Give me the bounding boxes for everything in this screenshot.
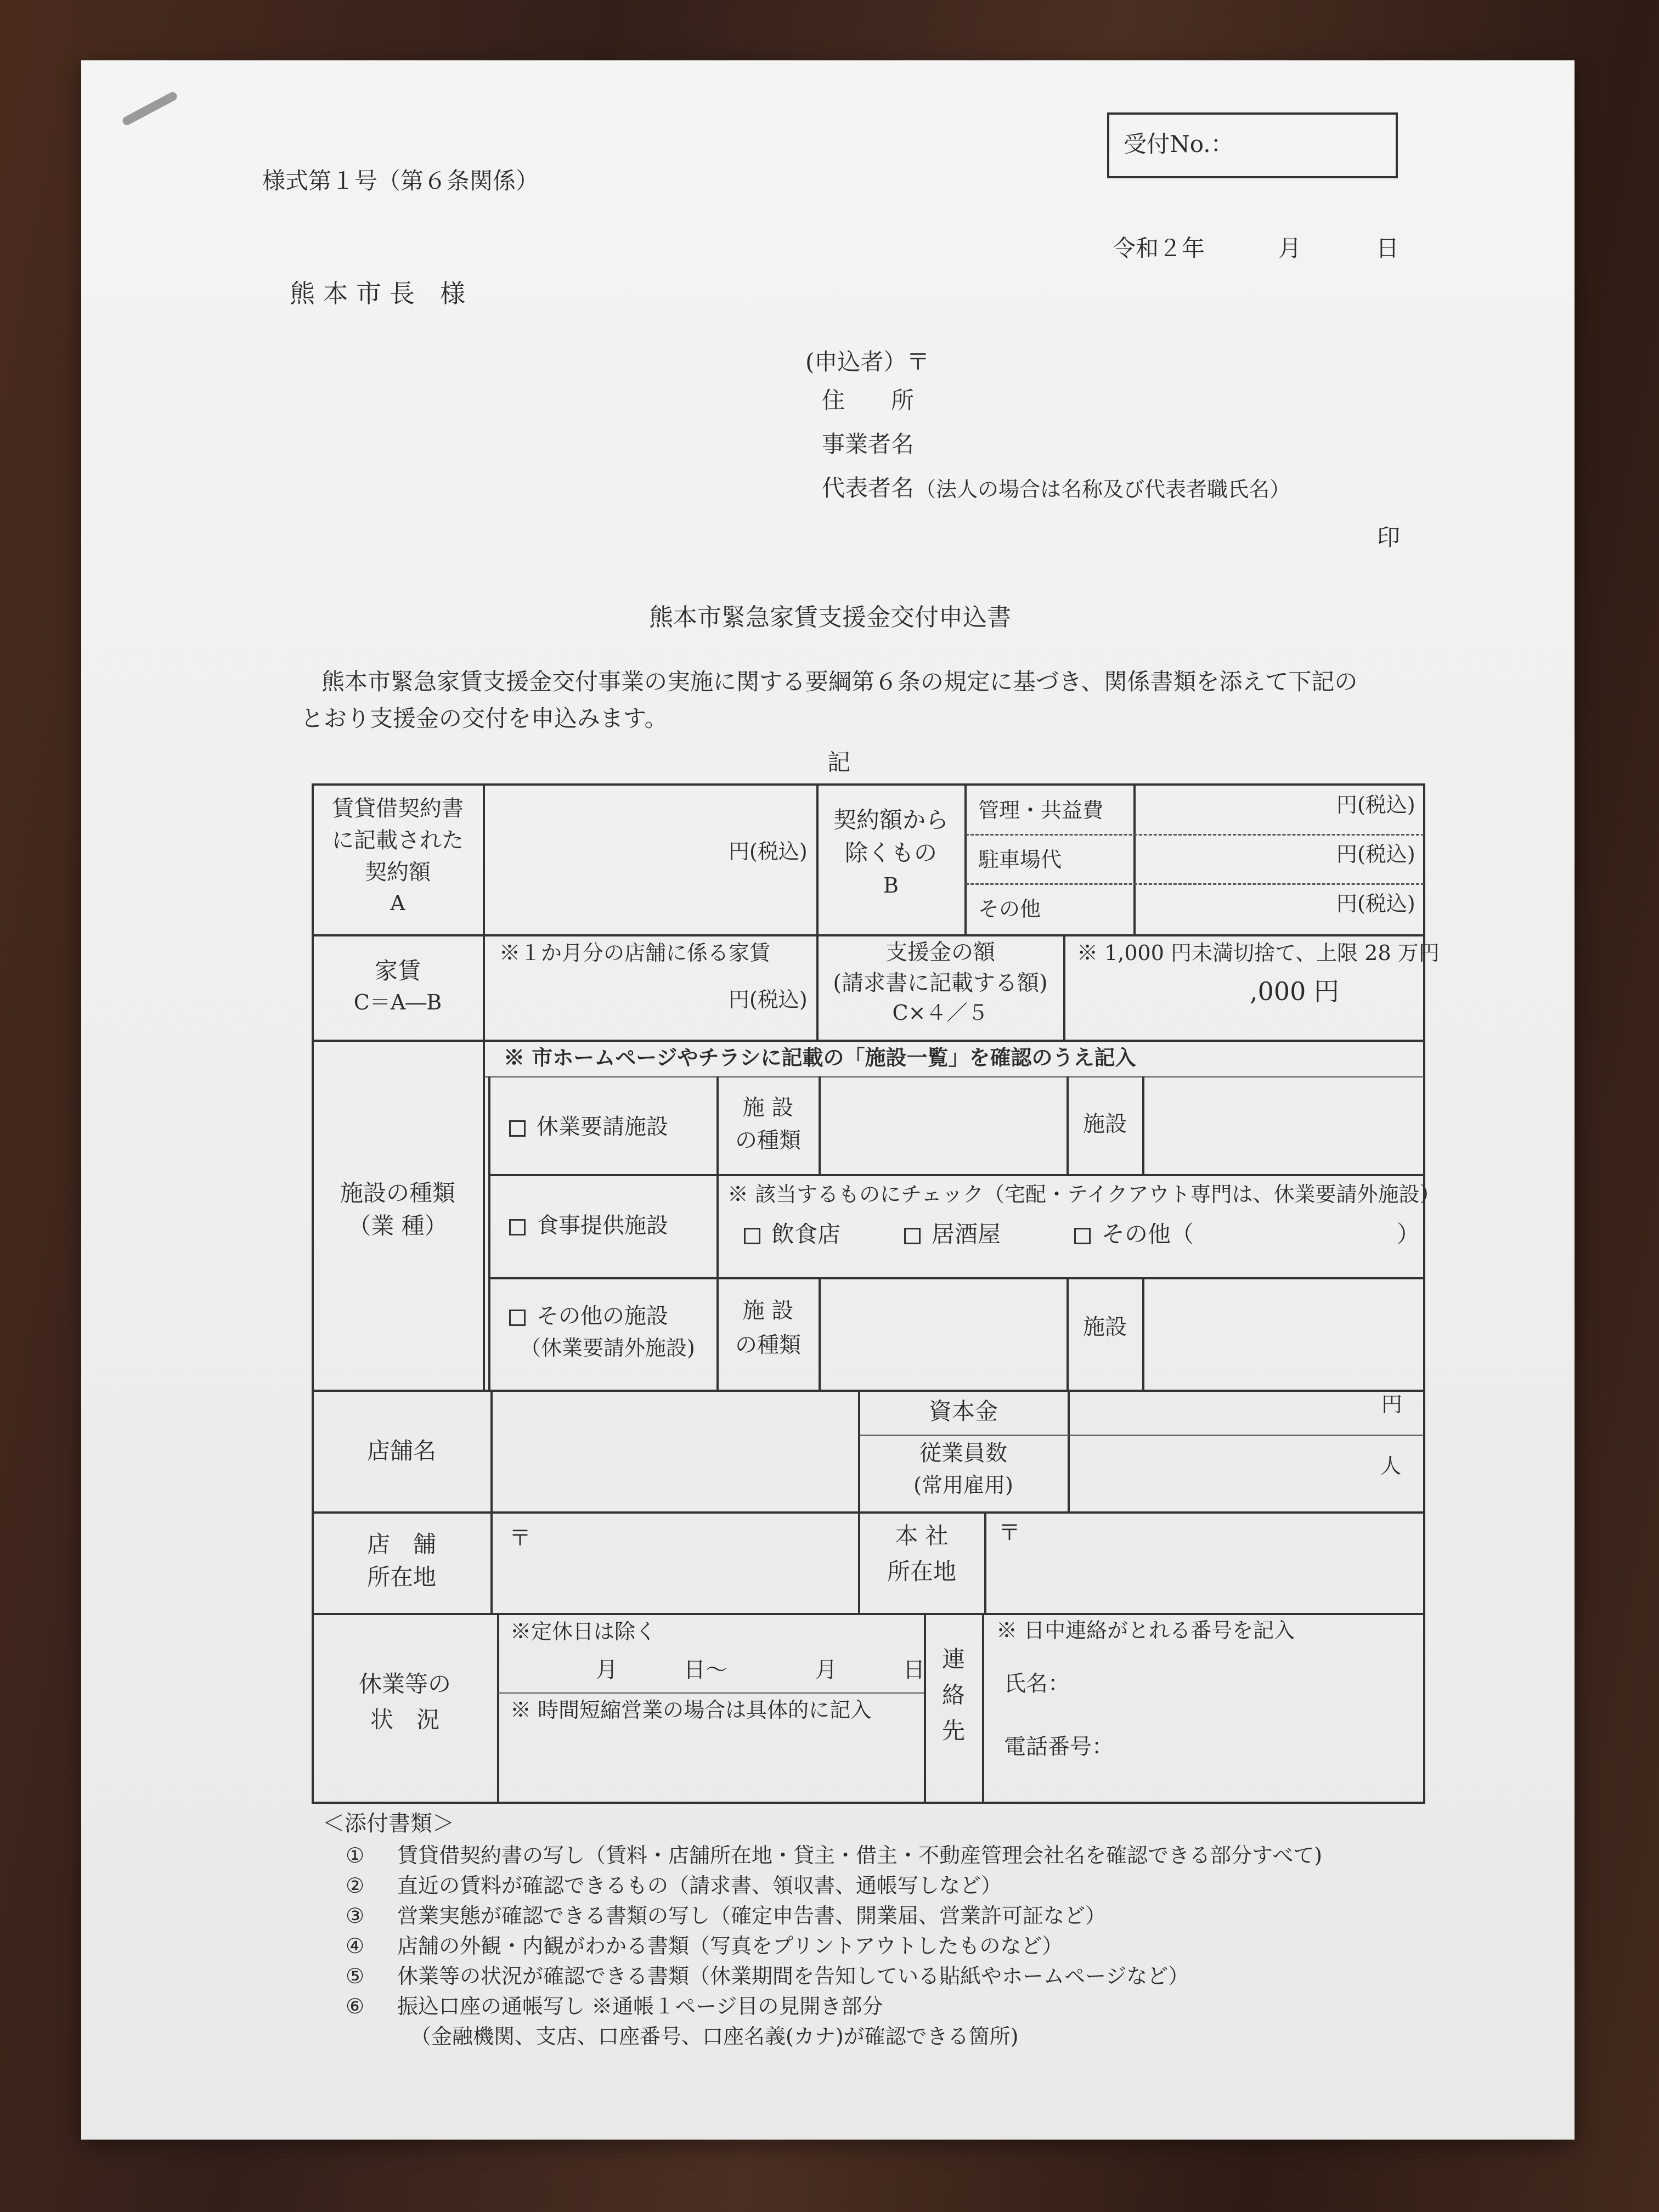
receipt-number-label: 受付No.： [1124,131,1234,157]
support-amount[interactable]: ,000 円 [1250,977,1340,1006]
deduct-other-yen[interactable]: 円(税込) [1336,891,1415,916]
applicant-representative: 代表者名 [822,475,915,501]
document-title: 熊本市緊急家賃支援金交付申込書 [649,603,1011,631]
table-outer-border [312,783,1425,1804]
rent-formula: C＝A―B [353,990,442,1014]
applicant-label: (申込者）〒 [805,348,930,375]
checkbox-icon[interactable] [509,1219,526,1235]
contract-label-3: 契約額 [365,860,431,885]
checkbox-icon[interactable] [744,1228,760,1244]
checkbox-icon[interactable] [509,1120,526,1137]
attachment-num-3: ③ [346,1904,365,1928]
contract-label-4: A [390,891,405,915]
hq-location-label-1: 本 社 [895,1522,949,1549]
food-check-note: ※ 該当するものにチェック（宅配・テイクアウト専門は、休業要請外施設） [727,1182,1441,1206]
deduct-other-label: その他 [978,897,1041,921]
form-number: 様式第１号（第６条関係） [262,167,539,194]
contract-label-2: に記載された [332,828,464,853]
staple-mark [121,91,179,127]
attachment-num-4: ④ [346,1934,365,1958]
checkbox-icon[interactable] [1074,1228,1091,1244]
attachments-header: ＜添付書類＞ [323,1811,454,1836]
date-month: 月 [1278,235,1302,262]
contact-note: ※ 日中連絡がとれる番号を記入 [996,1618,1295,1643]
closure-note-2: ※ 時間短縮営業の場合は具体的に記入 [510,1698,872,1722]
date-era: 令和２年 [1113,235,1205,262]
application-form-paper [81,60,1575,2140]
intro-line-2: とおり支援金の交付を申込みます。 [301,705,668,732]
capital-label: 資本金 [928,1398,998,1425]
facility-kind-label-3b: の種類 [735,1333,801,1358]
contact-label-3: 先 [941,1717,965,1744]
checkbox-izakaya[interactable]: 居酒屋 [904,1221,1001,1248]
facility-kind-label-3a: 施 設 [742,1298,794,1323]
deduct-label-1: 契約額から [833,806,949,833]
contact-name-field[interactable]: 氏名： [1004,1671,1070,1696]
rent-label: 家賃 [374,957,421,984]
support-label-2: (請求書に記載する額) [833,970,1048,996]
addressee: 熊 本 市 長 様 [290,279,465,308]
checkbox-icon[interactable] [904,1228,921,1244]
attachment-num-2: ② [346,1874,365,1898]
attachment-num-1: ① [346,1843,365,1867]
facility-type-sublabel: （業 種） [348,1212,448,1239]
attachment-text-6: 振込口座の通帳写し ※通帳１ページ目の見開き部分 [397,1994,883,2018]
store-location-label-2: 所在地 [366,1564,436,1590]
deduct-label-2: 除くもの [844,839,937,866]
facility-header-note: ※ 市ホームページやチラシに記載の「施設一覧」を確認のうえ記入 [504,1045,1136,1070]
attachment-text-3: 営業実態が確認できる書類の写し（確定申告書、開業届、営業許可証など） [397,1904,1107,1928]
hq-location-label-2: 所在地 [887,1558,956,1585]
checkbox-food-other[interactable]: その他（ [1074,1221,1194,1248]
attachment-text-1: 賃貸借契約書の写し（賃料・店舗所在地・貸主・借主・不動産管理会社名を確認できる部分すべて) [397,1843,1323,1867]
contact-label-1: 連 [941,1646,965,1673]
ki-mark: 記 [827,749,851,776]
checkbox-food-service-facility[interactable]: 食事提供施設 [509,1212,668,1239]
contract-label-1: 賃貸借契約書 [332,796,464,821]
intro-line-1: 熊本市緊急家賃支援金交付事業の実施に関する要綱第６条の規定に基づき、関係書類を添えて下記の [321,668,1358,695]
closure-label-1: 休業等の [358,1671,451,1697]
checkbox-closure-request-facility[interactable]: 休業要請施設 [509,1114,668,1140]
closure-note-1: ※定休日は除く [510,1620,657,1644]
contact-phone-field[interactable]: 電話番号： [1004,1734,1114,1759]
support-label-1: 支援金の額 [885,940,995,965]
attachment-text-4: 店舗の外観・内観がわかる書類（写真をプリントアウトしたものなど） [397,1934,1063,1958]
deduct-label-3: B [883,873,899,898]
deduct-parking-label: 駐車場代 [978,848,1062,872]
applicant-business-name: 事業者名 [822,431,915,458]
closure-period[interactable]: 月 日～ 月 日 [596,1657,925,1683]
support-note: ※ 1,000 円未満切捨て、上限 28 万円 [1077,941,1440,965]
employees-sublabel: (常用雇用) [913,1473,1013,1497]
attachment-text-6-sub: （金融機関、支店、口座番号、口座名義(カナ)が確認できる箇所) [410,2024,1019,2049]
hq-postal-mark[interactable]: 〒 [998,1520,1020,1545]
store-location-label-1: 店 舗 [366,1531,436,1558]
closure-label-2: 状 況 [370,1706,439,1733]
rent-yen[interactable]: 円(税込) [729,988,808,1012]
facility-kind-label-1a: 施 設 [742,1095,794,1120]
date-day: 日 [1376,235,1400,262]
attachment-text-5: 休業等の状況が確認できる書類（休業期間を告知している貼紙やホームページなど） [397,1964,1189,1988]
employees-unit[interactable]: 人 [1380,1454,1402,1478]
attachment-num-5: ⑤ [346,1964,365,1988]
store-name-label: 店舗名 [366,1437,436,1464]
contact-label-2: 絡 [941,1681,965,1708]
facility-kind-label-1b: の種類 [735,1128,801,1153]
employees-label: 従業員数 [919,1441,1007,1466]
seal-mark: 印 [1377,524,1401,551]
facility-type-label: 施設の種類 [340,1180,455,1206]
other-facility-sub: （休業要請外施設) [520,1336,695,1360]
capital-unit[interactable]: 円 [1381,1392,1403,1417]
rent-note: ※１か月分の店舗に係る家賃 [499,941,771,965]
checkbox-icon[interactable] [509,1310,526,1326]
applicant-address: 住 所 [822,387,915,414]
attachment-num-6: ⑥ [346,1994,365,2018]
facility-label-3: 施設 [1083,1314,1127,1340]
deduct-management-yen[interactable]: 円(税込) [1336,793,1415,817]
checkbox-restaurant[interactable]: 飲食店 [744,1221,840,1248]
representative-note: （法人の場合は名称及び代表者職氏名） [915,477,1291,501]
checkbox-other-facility[interactable]: その他の施設 [509,1303,668,1329]
support-label-3: C×４／５ [892,1001,989,1025]
store-postal-mark[interactable]: 〒 [509,1526,531,1551]
facility-label-1: 施設 [1083,1111,1127,1137]
contract-yen[interactable]: 円(税込) [729,839,808,864]
attachment-text-2: 直近の賃料が確認できるもの（請求書、領収書、通帳写しなど） [397,1874,1002,1898]
food-other-close-paren: ） [1397,1221,1420,1248]
deduct-management-label: 管理・共益費 [978,798,1104,822]
deduct-parking-yen[interactable]: 円(税込) [1336,842,1415,866]
